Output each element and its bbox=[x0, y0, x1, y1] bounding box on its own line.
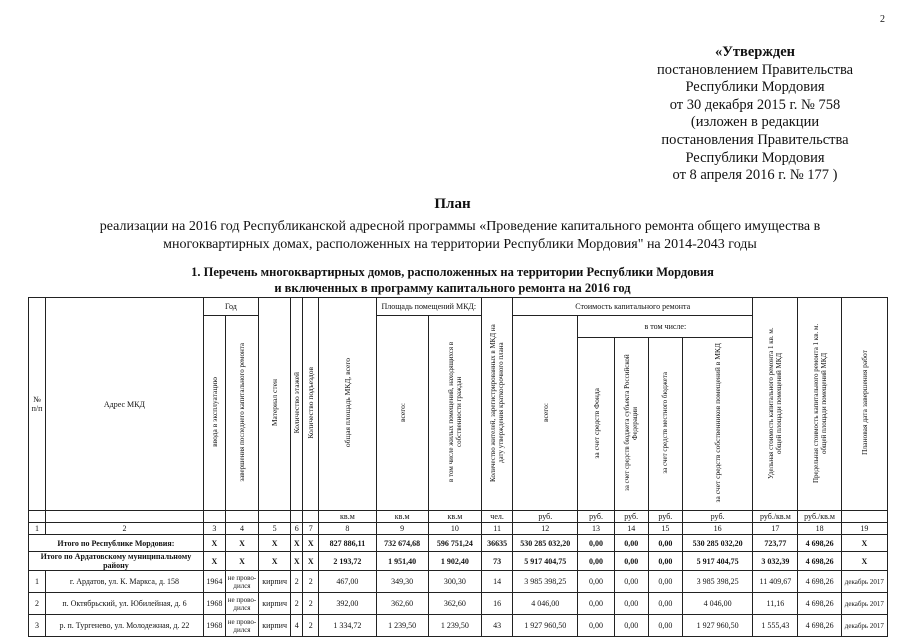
summary-cell: 3 032,39 bbox=[753, 552, 798, 571]
approval-line: от 30 декабря 2015 г. № 758 bbox=[669, 96, 841, 113]
row-residents: 14 bbox=[482, 571, 513, 593]
header-year-last-repair: завершения последнего капитального ремонта bbox=[237, 342, 246, 482]
header-wall: Материал стен bbox=[270, 379, 280, 427]
row-deadline: декабрь 2017 bbox=[841, 615, 887, 637]
approval-line: от 8 апреля 2016 г. № 177 ) bbox=[672, 167, 838, 184]
row-unit-cost: 11,16 bbox=[753, 593, 798, 615]
summary-cell: X bbox=[203, 535, 225, 552]
row-address: п. Октябрьский, ул. Юбилейная, д. 6 bbox=[46, 593, 204, 615]
header-num: № п/п bbox=[29, 298, 46, 511]
col-number: 13 bbox=[578, 523, 614, 535]
plan-subtitle-line: многоквартирных домах, расположенных на территории Республики Мордовия" на 2014-2043 годы bbox=[163, 237, 757, 252]
header-cost: Стоимость капитального ремонта bbox=[513, 298, 753, 316]
header-cost-local: за счет средств местного бюджета bbox=[661, 372, 670, 474]
summary-cell: 0,00 bbox=[614, 535, 648, 552]
summary-cell: X bbox=[225, 535, 258, 552]
header-max-cost-cell bbox=[798, 298, 841, 511]
header-premises-area: Площадь помещений МКД: bbox=[376, 298, 481, 316]
row-cost-fund: 0,00 bbox=[578, 615, 614, 637]
row-cost-region: 0,00 bbox=[614, 615, 648, 637]
col-number: 4 bbox=[225, 523, 258, 535]
unit-cell: руб. bbox=[578, 511, 614, 523]
summary-cell: 0,00 bbox=[614, 552, 648, 571]
row-cost-region: 0,00 bbox=[614, 571, 648, 593]
header-cost-owners: за счет средств собственников помещений в МКД bbox=[713, 343, 723, 503]
unit-cell bbox=[46, 511, 204, 523]
header-year-commission-cell bbox=[203, 316, 225, 511]
row-wall: кирпич bbox=[259, 615, 291, 637]
header-total-area: общая площадь МКД, всего bbox=[342, 358, 352, 448]
header-unit-cost: Удельная стоимость капитального ремонта 1 кв. м. общей площади помещений МКД bbox=[767, 327, 784, 479]
row-total-area: 467,00 bbox=[319, 571, 376, 593]
summary-cell: 0,00 bbox=[578, 535, 614, 552]
summary-cell: 530 285 032,20 bbox=[513, 535, 578, 552]
summary-cell: X bbox=[259, 552, 291, 571]
row-unit-cost: 1 555,43 bbox=[753, 615, 798, 637]
approval-block bbox=[600, 44, 905, 185]
unit-cell bbox=[259, 511, 291, 523]
row-cost-fund: 0,00 bbox=[578, 571, 614, 593]
row-unit-cost: 11 409,67 bbox=[753, 571, 798, 593]
unit-cell: руб./кв.м bbox=[753, 511, 798, 523]
summary-cell: 4 698,26 bbox=[798, 552, 841, 571]
header-max-cost: Предельная стоимость капитального ремонта 1 кв. м. общей площади помещений МКД bbox=[811, 323, 828, 483]
row-wall: кирпич bbox=[259, 571, 291, 593]
summary-cell: X bbox=[303, 535, 319, 552]
summary-cell: 1 902,40 bbox=[428, 552, 481, 571]
summary-cell: X bbox=[841, 552, 887, 571]
row-deadline: декабрь 2017 bbox=[841, 571, 887, 593]
header-deadline: Плановая дата завершения работ bbox=[859, 350, 869, 456]
row-year-repair: не прово-дился bbox=[225, 571, 258, 593]
col-number: 17 bbox=[753, 523, 798, 535]
header-wall-cell bbox=[259, 298, 291, 511]
row-residents: 16 bbox=[482, 593, 513, 615]
header-premises-total-cell bbox=[376, 316, 428, 511]
approval-line: (изложен в редакции bbox=[690, 114, 820, 131]
unit-cell: руб./кв.м bbox=[798, 511, 841, 523]
col-number: 2 bbox=[46, 523, 204, 535]
col-number: 10 bbox=[428, 523, 481, 535]
row-total-area: 1 334,72 bbox=[319, 615, 376, 637]
row-max-cost: 4 698,26 bbox=[798, 571, 841, 593]
summary-cell: 723,77 bbox=[753, 535, 798, 552]
col-number: 1 bbox=[29, 523, 46, 535]
approval-line: Республики Мордовия bbox=[685, 149, 825, 166]
row-cost-region: 0,00 bbox=[614, 593, 648, 615]
header-year-commission: ввода в эксплуатацию bbox=[209, 377, 219, 447]
row-max-cost: 4 698,26 bbox=[798, 593, 841, 615]
row-max-cost: 4 698,26 bbox=[798, 615, 841, 637]
row-year-repair: не прово-дился bbox=[225, 593, 258, 615]
summary-cell: 4 698,26 bbox=[798, 535, 841, 552]
summary-cell: X bbox=[291, 535, 303, 552]
header-cost-region: за счет средств бюджета субъекта Российской Федерации bbox=[623, 354, 640, 492]
summary-row-republic bbox=[29, 535, 888, 552]
units-row bbox=[29, 511, 888, 523]
page-number: 2 bbox=[880, 14, 885, 25]
section-title bbox=[0, 264, 905, 296]
plan-title: План bbox=[434, 196, 471, 212]
header-incl: в том числе: bbox=[578, 316, 753, 338]
header-year-repair-cell bbox=[225, 316, 258, 511]
col-number: 5 bbox=[259, 523, 291, 535]
row-premises-total: 1 239,50 bbox=[376, 615, 428, 637]
row-cost-local: 0,00 bbox=[648, 593, 682, 615]
plan-subtitle bbox=[30, 218, 890, 254]
col-number: 9 bbox=[376, 523, 428, 535]
header-unit-cost-cell bbox=[753, 298, 798, 511]
header-cost-total: всего: bbox=[540, 402, 550, 422]
col-number: 8 bbox=[319, 523, 376, 535]
row-residents: 43 bbox=[482, 615, 513, 637]
row-cost-local: 0,00 bbox=[648, 615, 682, 637]
row-number: 1 bbox=[29, 571, 46, 593]
row-number: 3 bbox=[29, 615, 46, 637]
unit-cell: руб. bbox=[614, 511, 648, 523]
row-premises-residential: 300,30 bbox=[428, 571, 481, 593]
row-cost-total: 1 927 960,50 bbox=[513, 615, 578, 637]
header-cost-total-cell bbox=[513, 316, 578, 511]
section-title-line: 1. Перечень многоквартирных домов, расположенных на территории Республики Мордовия bbox=[191, 265, 714, 279]
col-number: 7 bbox=[303, 523, 319, 535]
unit-cell bbox=[291, 511, 303, 523]
header-floors: Количество этажей bbox=[292, 372, 302, 434]
row-cost-local: 0,00 bbox=[648, 571, 682, 593]
row-floors: 2 bbox=[291, 571, 303, 593]
summary-cell: 0,00 bbox=[648, 535, 682, 552]
summary-cell: 732 674,68 bbox=[376, 535, 428, 552]
header-residents-cell bbox=[482, 298, 513, 511]
repair-plan-table bbox=[28, 297, 888, 637]
summary-cell: 0,00 bbox=[648, 552, 682, 571]
col-number: 15 bbox=[648, 523, 682, 535]
row-deadline: декабрь 2017 bbox=[841, 593, 887, 615]
unit-cell bbox=[841, 511, 887, 523]
header-deadline-cell bbox=[841, 298, 887, 511]
row-floors: 2 bbox=[291, 593, 303, 615]
header-cost-fund: за счет средств Фонда bbox=[591, 387, 601, 459]
summary-cell: 0,00 bbox=[578, 552, 614, 571]
table-row bbox=[29, 615, 888, 637]
row-year-commission: 1968 bbox=[203, 593, 225, 615]
summary-cell: X bbox=[841, 535, 887, 552]
header-total-area-cell bbox=[319, 298, 376, 511]
header-year: Год bbox=[203, 298, 258, 316]
table-row bbox=[29, 571, 888, 593]
summary-cell: X bbox=[303, 552, 319, 571]
summary-label: Итого по Ардатовскому муниципальному району bbox=[29, 552, 204, 571]
row-cost-total: 3 985 398,25 bbox=[513, 571, 578, 593]
row-total-area: 392,00 bbox=[319, 593, 376, 615]
header-cost-owners-cell bbox=[682, 338, 752, 511]
col-number: 19 bbox=[841, 523, 887, 535]
unit-cell: кв.м bbox=[428, 511, 481, 523]
unit-cell bbox=[303, 511, 319, 523]
summary-cell: 5 917 404,75 bbox=[682, 552, 752, 571]
summary-cell: 530 285 032,20 bbox=[682, 535, 752, 552]
unit-cell: руб. bbox=[648, 511, 682, 523]
unit-cell: руб. bbox=[513, 511, 578, 523]
summary-cell: X bbox=[291, 552, 303, 571]
header-premises-residential: в том числе жилых помещений, находящихся в собственности граждан bbox=[446, 341, 463, 483]
approval-line: постановления Правительства bbox=[661, 131, 849, 148]
col-number: 14 bbox=[614, 523, 648, 535]
row-address: г. Ардатов, ул. К. Маркса, д. 158 bbox=[46, 571, 204, 593]
col-number: 3 bbox=[203, 523, 225, 535]
summary-cell: 36635 bbox=[482, 535, 513, 552]
summary-cell: X bbox=[259, 535, 291, 552]
unit-cell: кв.м bbox=[376, 511, 428, 523]
row-premises-residential: 1 239,50 bbox=[428, 615, 481, 637]
table-row bbox=[29, 593, 888, 615]
col-number: 18 bbox=[798, 523, 841, 535]
col-number: 6 bbox=[291, 523, 303, 535]
plan-subtitle-line: реализации на 2016 год Республиканской адресной программы «Проведение капитального ремонта общего имущества в bbox=[99, 219, 821, 234]
row-premises-total: 362,60 bbox=[376, 593, 428, 615]
row-premises-total: 349,30 bbox=[376, 571, 428, 593]
header-cost-fund-cell bbox=[578, 338, 614, 511]
unit-cell: чел. bbox=[482, 511, 513, 523]
section-title-line: и включенных в программу капитального ремонта на 2016 год bbox=[274, 281, 631, 295]
col-number: 11 bbox=[482, 523, 513, 535]
row-address: р. п. Тургенево, ул. Молодежная, д. 22 bbox=[46, 615, 204, 637]
approval-line: Республики Мордовия bbox=[685, 79, 825, 96]
row-year-commission: 1968 bbox=[203, 615, 225, 637]
approval-line: постановлением Правительства bbox=[656, 61, 854, 78]
row-cost-fund: 0,00 bbox=[578, 593, 614, 615]
unit-cell: руб. bbox=[682, 511, 752, 523]
column-numbers-row bbox=[29, 523, 888, 535]
unit-cell bbox=[225, 511, 258, 523]
summary-cell: 1 951,40 bbox=[376, 552, 428, 571]
summary-cell: 827 886,11 bbox=[319, 535, 376, 552]
row-cost-owners: 3 985 398,25 bbox=[682, 571, 752, 593]
header-address: Адрес МКД bbox=[46, 298, 204, 511]
summary-cell: X bbox=[225, 552, 258, 571]
unit-cell bbox=[29, 511, 46, 523]
summary-cell: 2 193,72 bbox=[319, 552, 376, 571]
row-entrances: 2 bbox=[303, 615, 319, 637]
header-premises-total: всего: bbox=[397, 402, 407, 422]
summary-cell: 73 bbox=[482, 552, 513, 571]
row-year-repair: не прово-дился bbox=[225, 615, 258, 637]
header-residents: Количество жителей, зарегистрированных в МКД на дату утверждения краткосрочного плана bbox=[489, 324, 506, 482]
header-entrances: Количество подъездов bbox=[306, 367, 316, 439]
header-entrances-cell bbox=[303, 298, 319, 511]
row-cost-owners: 4 046,00 bbox=[682, 593, 752, 615]
row-cost-total: 4 046,00 bbox=[513, 593, 578, 615]
approval-line: «Утвержден bbox=[715, 44, 795, 60]
unit-cell bbox=[203, 511, 225, 523]
header-floors-cell bbox=[291, 298, 303, 511]
unit-cell: кв.м bbox=[319, 511, 376, 523]
summary-cell: 596 751,24 bbox=[428, 535, 481, 552]
row-premises-residential: 362,60 bbox=[428, 593, 481, 615]
summary-cell: X bbox=[203, 552, 225, 571]
row-year-commission: 1964 bbox=[203, 571, 225, 593]
row-wall: кирпич bbox=[259, 593, 291, 615]
col-number: 12 bbox=[513, 523, 578, 535]
row-entrances: 2 bbox=[303, 593, 319, 615]
summary-row-district bbox=[29, 552, 888, 571]
summary-cell: 5 917 404,75 bbox=[513, 552, 578, 571]
row-cost-owners: 1 927 960,50 bbox=[682, 615, 752, 637]
header-premises-residential-cell bbox=[428, 316, 481, 511]
row-entrances: 2 bbox=[303, 571, 319, 593]
row-floors: 4 bbox=[291, 615, 303, 637]
col-number: 16 bbox=[682, 523, 752, 535]
row-number: 2 bbox=[29, 593, 46, 615]
header-cost-local-cell bbox=[648, 338, 682, 511]
header-cost-region-cell bbox=[614, 338, 648, 511]
summary-label: Итого по Республике Мордовия: bbox=[29, 535, 204, 552]
